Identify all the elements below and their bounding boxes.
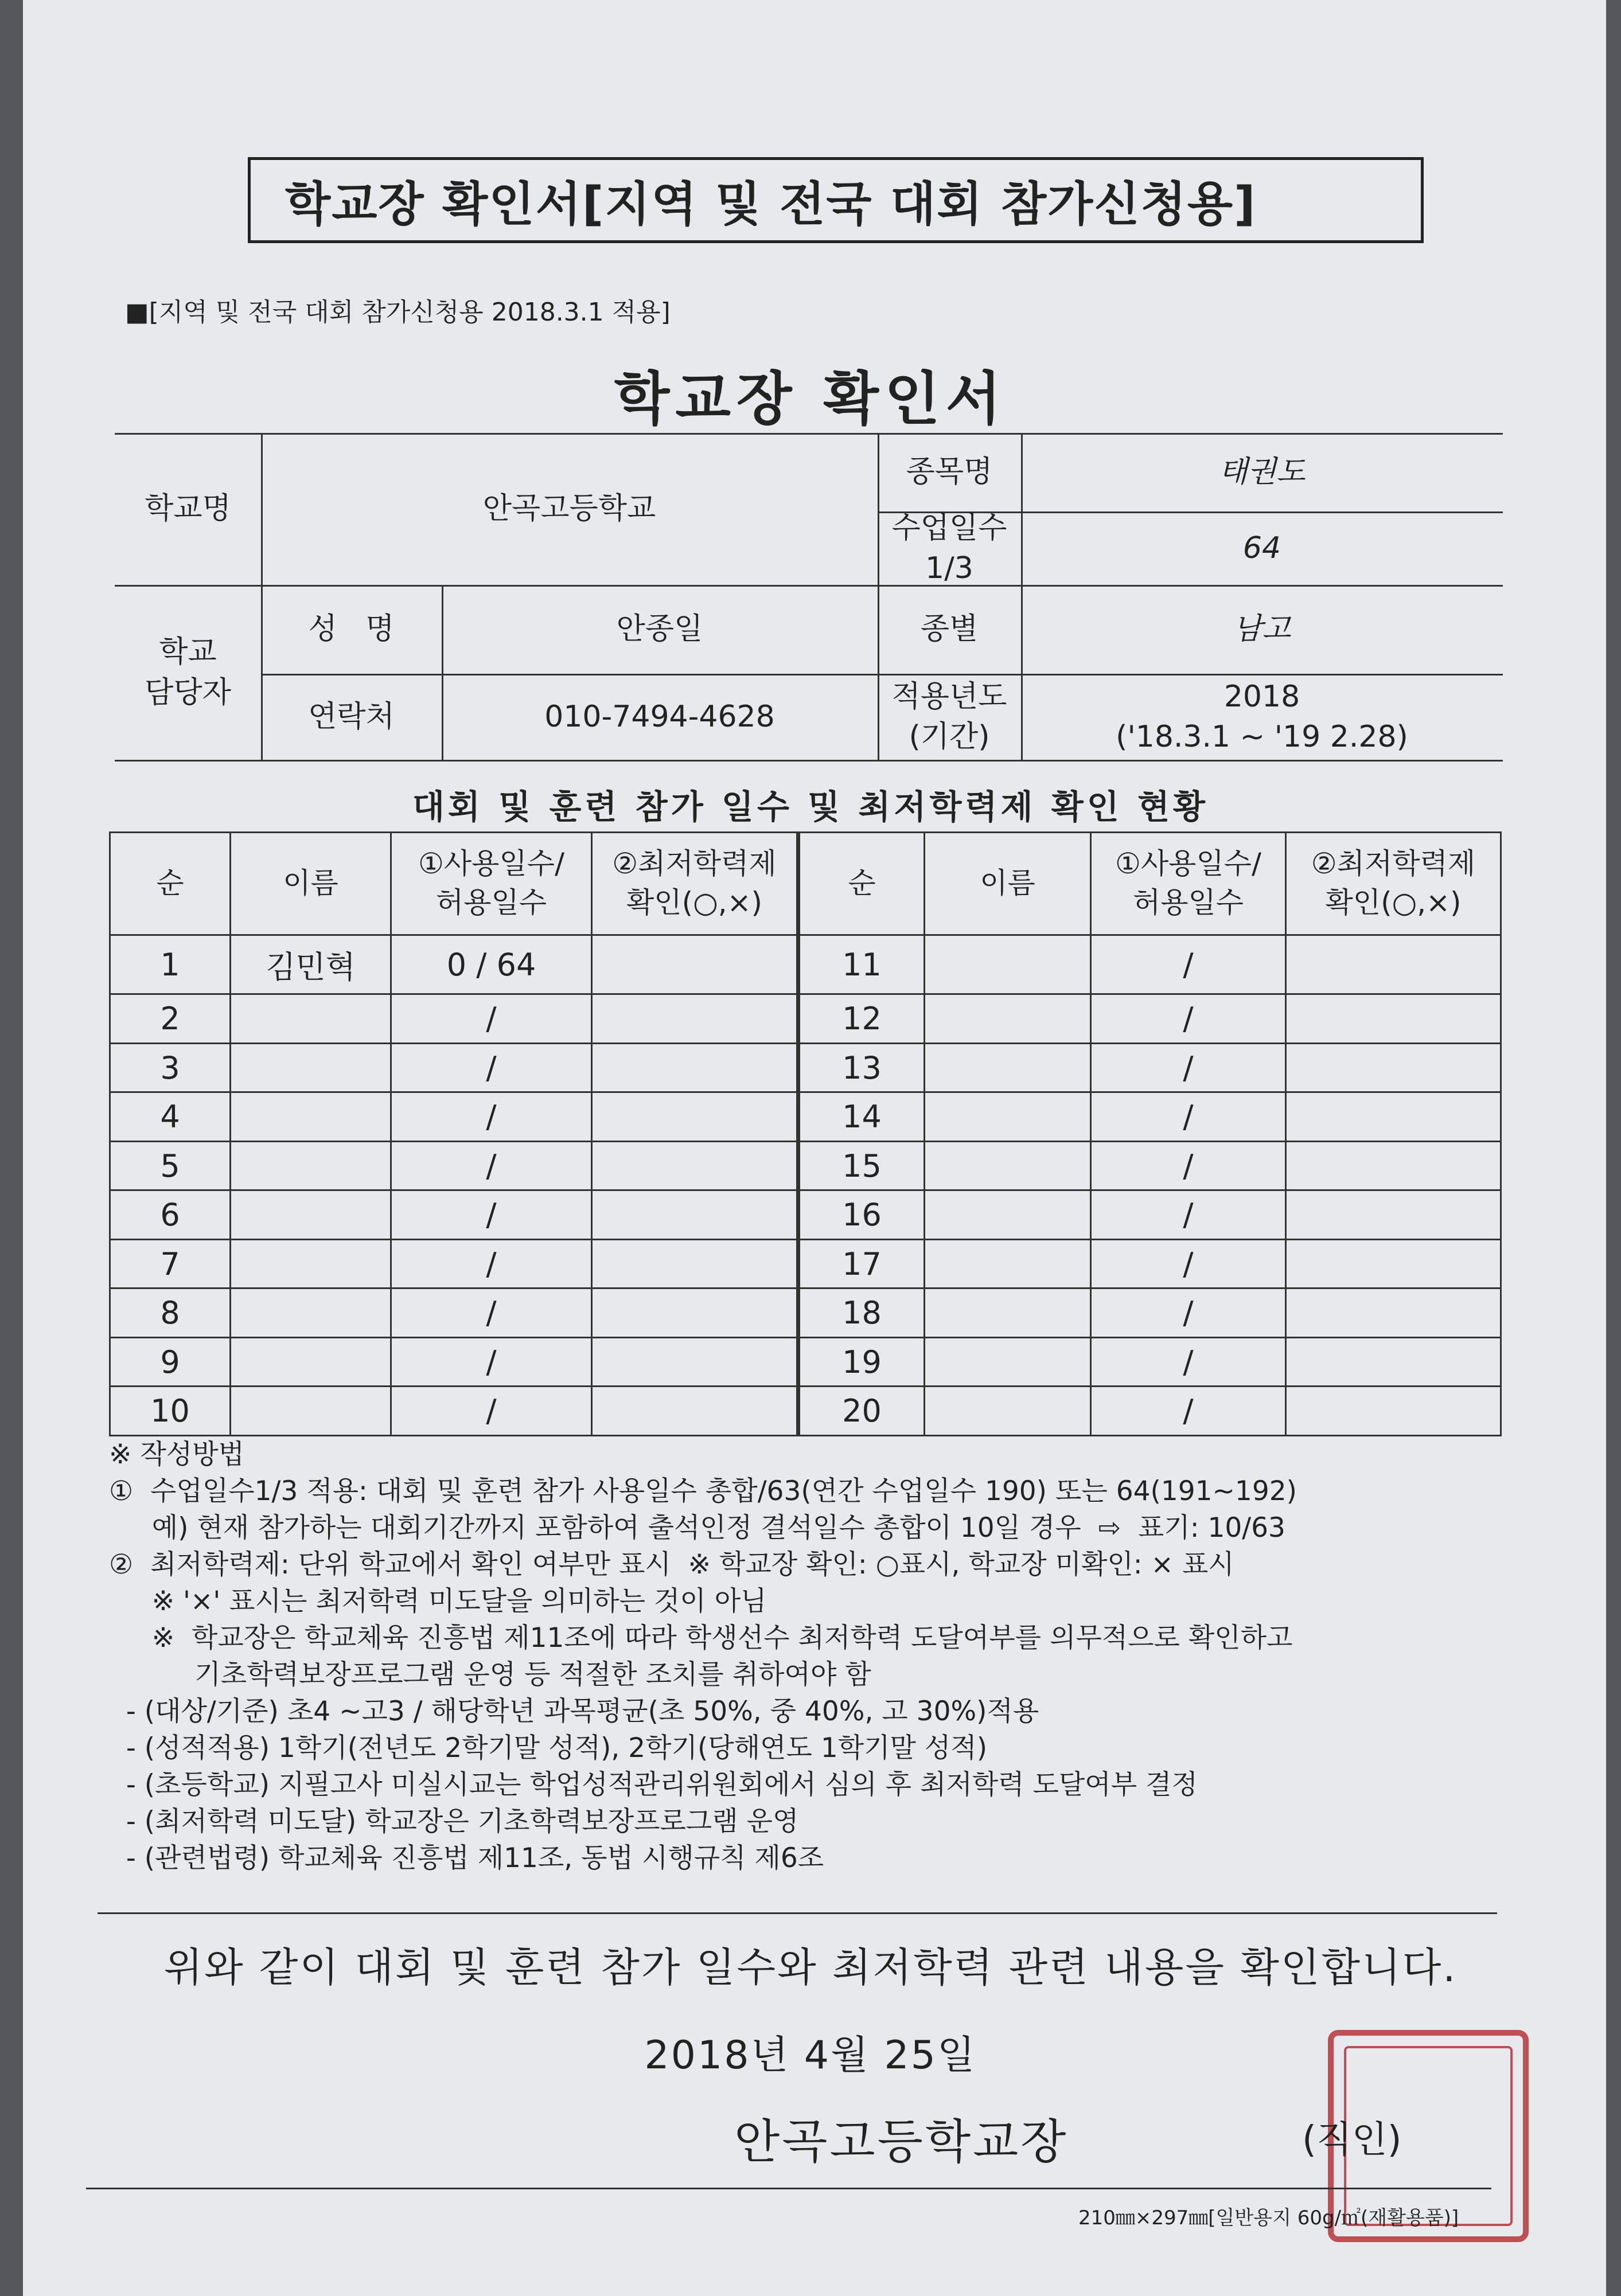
- school-label: 학교명: [145, 491, 231, 526]
- paper-spec: 210㎜×297㎜[일반용지 60g/㎡(재활용품)]: [1078, 2207, 1459, 2229]
- application-note: ■[지역 및 전국 대회 참가신청용 2018.3.1 적용]: [125, 298, 671, 327]
- cell-check: [592, 1190, 798, 1240]
- cell-name: [231, 1239, 391, 1288]
- cell-no: 11: [798, 935, 925, 994]
- name-value: 안종일: [616, 612, 703, 647]
- cell-days: /: [1091, 1092, 1286, 1142]
- cell-check: [592, 994, 798, 1044]
- header-cell: 순: [110, 833, 231, 935]
- cell-days: /: [391, 1387, 592, 1436]
- guide-line: ② 최저학력제: 단위 학교에서 확인 여부만 표시 ※ 학교장 확인: ○표시, 학교장 미확인: × 표시: [109, 1549, 1234, 1580]
- cell-check: [592, 1141, 798, 1190]
- cell-days: 0 / 64: [391, 935, 592, 994]
- guide-line: - (성적적용) 1학기(전년도 2학기말 성적), 2학기(당해연도 1학기말 성적): [109, 1732, 988, 1764]
- cell-no: 8: [110, 1288, 231, 1338]
- cell-days: /: [391, 1190, 592, 1240]
- guide-line: ※ '×' 표시는 최저학력 미도달을 의미하는 것이 아님: [109, 1586, 767, 1617]
- guide-line: ① 수업일수1/3 적용: 대회 및 훈련 참가 사용일수 총합/63(연간 수업일수 190) 또는 64(191~192): [109, 1475, 1297, 1507]
- table-row: [110, 935, 1501, 994]
- cell-check: [592, 1387, 798, 1436]
- cell-check: [592, 1337, 798, 1387]
- cell-name: [925, 1337, 1091, 1387]
- table-row: [110, 994, 1501, 1044]
- header-cell: ①사용일수/ 허용일수: [391, 833, 592, 935]
- phone-label: 연락처: [308, 699, 395, 734]
- header-cell: 이름: [231, 833, 391, 935]
- seal-word: (직인): [1302, 2119, 1402, 2161]
- contact-group-line2: 담당자: [145, 675, 231, 710]
- principal-name: 안곡고등학교장: [734, 2115, 1069, 2169]
- contact-group-label: [115, 585, 261, 760]
- days-value: 64: [1242, 530, 1281, 565]
- year-value-line1: 2018: [1223, 679, 1300, 714]
- cell-days: /: [1091, 1288, 1286, 1338]
- header-cell: 이름: [925, 833, 1091, 935]
- name-label: 성 명: [308, 612, 395, 647]
- cell-check: [1286, 1337, 1501, 1387]
- cell-name: [925, 1387, 1091, 1436]
- cell-days: /: [1091, 1141, 1286, 1190]
- cell-name: [231, 1092, 391, 1142]
- table-row: [110, 1387, 1501, 1436]
- confirmation-statement: 위와 같이 대회 및 훈련 참가 일수와 최저학력 관련 내용을 확인합니다.: [163, 1944, 1458, 1991]
- cell-no: 7: [110, 1239, 231, 1288]
- cell-name: [231, 1043, 391, 1092]
- cell-no: 15: [798, 1141, 925, 1190]
- header-cell: ②최저학력제 확인(○,×): [1286, 833, 1501, 935]
- school-value: 안곡고등학교: [482, 491, 656, 526]
- year-label-line1: 적용년도: [891, 679, 1007, 714]
- header-cell: ②최저학력제 확인(○,×): [592, 833, 798, 935]
- table-row: [110, 1141, 1501, 1190]
- cell-no: 17: [798, 1239, 925, 1288]
- days-label: [878, 511, 1021, 585]
- cell-no: 16: [798, 1190, 925, 1240]
- guide-line: 기초학력보장프로그램 운영 등 적절한 조치를 취하여야 함: [109, 1659, 871, 1690]
- cell-no: 18: [798, 1288, 925, 1338]
- header-cell: 순: [798, 833, 925, 935]
- cell-check: [1286, 935, 1501, 994]
- cell-no: 10: [110, 1387, 231, 1436]
- cell-no: 2: [110, 994, 231, 1044]
- cell-check: [1286, 1387, 1501, 1436]
- cell-name: [231, 1337, 391, 1387]
- cell-check: [1286, 1043, 1501, 1092]
- cell-days: /: [1091, 1043, 1286, 1092]
- table-row: [110, 1092, 1501, 1142]
- guide-line: 예) 현재 참가하는 대회기간까지 포함하여 출석인정 결석일수 총합이 10일 경우 ⇨ 표기: 10/63: [109, 1512, 1285, 1544]
- table-header-row: [110, 833, 1501, 935]
- cell-days: /: [391, 1239, 592, 1288]
- cell-name: [925, 1043, 1091, 1092]
- cell-check: [1286, 1141, 1501, 1190]
- cell-check: [592, 1043, 798, 1092]
- guide-heading: ※ 작성방법: [109, 1439, 244, 1470]
- cell-name: [231, 994, 391, 1044]
- contact-group-line1: 학교: [159, 635, 217, 670]
- table-row: [110, 1239, 1501, 1288]
- cell-name: [925, 1239, 1091, 1288]
- table-row: [110, 1288, 1501, 1338]
- cell-no: 6: [110, 1190, 231, 1240]
- guide-line: - (최저학력 미도달) 학교장은 기초학력보장프로그램 운영: [109, 1806, 799, 1837]
- guide-line: ※ 학교장은 학교체육 진흥법 제11조에 따라 학생선수 최저학력 도달여부를 의무적으로 확인하고: [109, 1622, 1293, 1654]
- cell-no: 13: [798, 1043, 925, 1092]
- year-label-line2: (기간): [909, 720, 990, 754]
- table-row: [110, 1337, 1501, 1387]
- cell-days: /: [391, 1288, 592, 1338]
- cell-days: /: [391, 1043, 592, 1092]
- guide-line: - (초등학교) 지필고사 미실시교는 학업성적관리위원회에서 심의 후 최저학력 도달여부 결정: [109, 1769, 1198, 1801]
- period-value: ('18.3.1 ~ '19 2.28): [1116, 720, 1408, 754]
- header-cell: ①사용일수/ 허용일수: [1091, 833, 1286, 935]
- cell-name: [231, 1190, 391, 1240]
- cell-name: [925, 1190, 1091, 1240]
- cell-days: /: [1091, 935, 1286, 994]
- cell-no: 4: [110, 1092, 231, 1142]
- cell-days: /: [1091, 1337, 1286, 1387]
- cell-check: [1286, 1239, 1501, 1288]
- gender-value: 남고: [1233, 612, 1291, 647]
- guide-line: - (대상/기준) 초4 ~고3 / 해당학년 과목평균(초 50%, 중 40%, 고 30%)적용: [109, 1696, 1039, 1727]
- phone-value: 010-7494-4628: [544, 699, 775, 734]
- cell-no: 1: [110, 935, 231, 994]
- year-label: [878, 674, 1021, 760]
- cell-days: /: [391, 1141, 592, 1190]
- cell-days: /: [1091, 1190, 1286, 1240]
- cell-days: /: [391, 994, 592, 1044]
- cell-name: [925, 1092, 1091, 1142]
- gender-label: 종별: [920, 612, 979, 647]
- cell-check: [592, 1239, 798, 1288]
- cell-no: 9: [110, 1337, 231, 1387]
- cell-name: [925, 1141, 1091, 1190]
- cell-name: [231, 1387, 391, 1436]
- year-value: [1021, 674, 1503, 760]
- cell-check: [1286, 1288, 1501, 1338]
- cell-check: [1286, 1092, 1501, 1142]
- cell-days: /: [1091, 994, 1286, 1044]
- days-label-line1: 수업일수: [891, 510, 1007, 545]
- event-value: 태권도: [1218, 455, 1306, 490]
- cell-check: [592, 935, 798, 994]
- guide-line: - (관련법령) 학교체육 진흥법 제11조, 동법 시행규칙 제6조: [109, 1842, 824, 1874]
- event-label: 종목명: [906, 455, 993, 490]
- cell-check: [1286, 1190, 1501, 1240]
- cell-days: /: [391, 1092, 592, 1142]
- cell-name: [925, 935, 1091, 994]
- page-title: 학교장 확인서: [614, 365, 1007, 432]
- participation-table: [109, 831, 1500, 1436]
- cell-days: /: [391, 1337, 592, 1387]
- cell-days: /: [1091, 1387, 1286, 1436]
- cell-name: [231, 1288, 391, 1338]
- cell-no: 20: [798, 1387, 925, 1436]
- table-row: [110, 1043, 1501, 1092]
- table-row: [110, 1190, 1501, 1240]
- cell-check: [592, 1288, 798, 1338]
- cell-days: /: [1091, 1239, 1286, 1288]
- cell-no: 12: [798, 994, 925, 1044]
- section-title: 대회 및 훈련 참가 일수 및 최저학력제 확인 현황: [412, 787, 1209, 826]
- cell-check: [592, 1092, 798, 1142]
- cell-no: 14: [798, 1092, 925, 1142]
- cell-name: [231, 1141, 391, 1190]
- issue-date: 2018년 4월 25일: [644, 2033, 977, 2078]
- document-header-box: 학교장 확인서[지역 및 전국 대회 참가신청용]: [248, 157, 1424, 243]
- cell-name: 김민혁: [231, 935, 391, 994]
- cell-no: 3: [110, 1043, 231, 1092]
- cell-name: [925, 1288, 1091, 1338]
- writing-guide: [109, 1436, 1509, 1877]
- days-label-line2: 1/3: [925, 551, 973, 585]
- cell-name: [925, 994, 1091, 1044]
- cell-no: 19: [798, 1337, 925, 1387]
- cell-no: 5: [110, 1141, 231, 1190]
- cell-check: [1286, 994, 1501, 1044]
